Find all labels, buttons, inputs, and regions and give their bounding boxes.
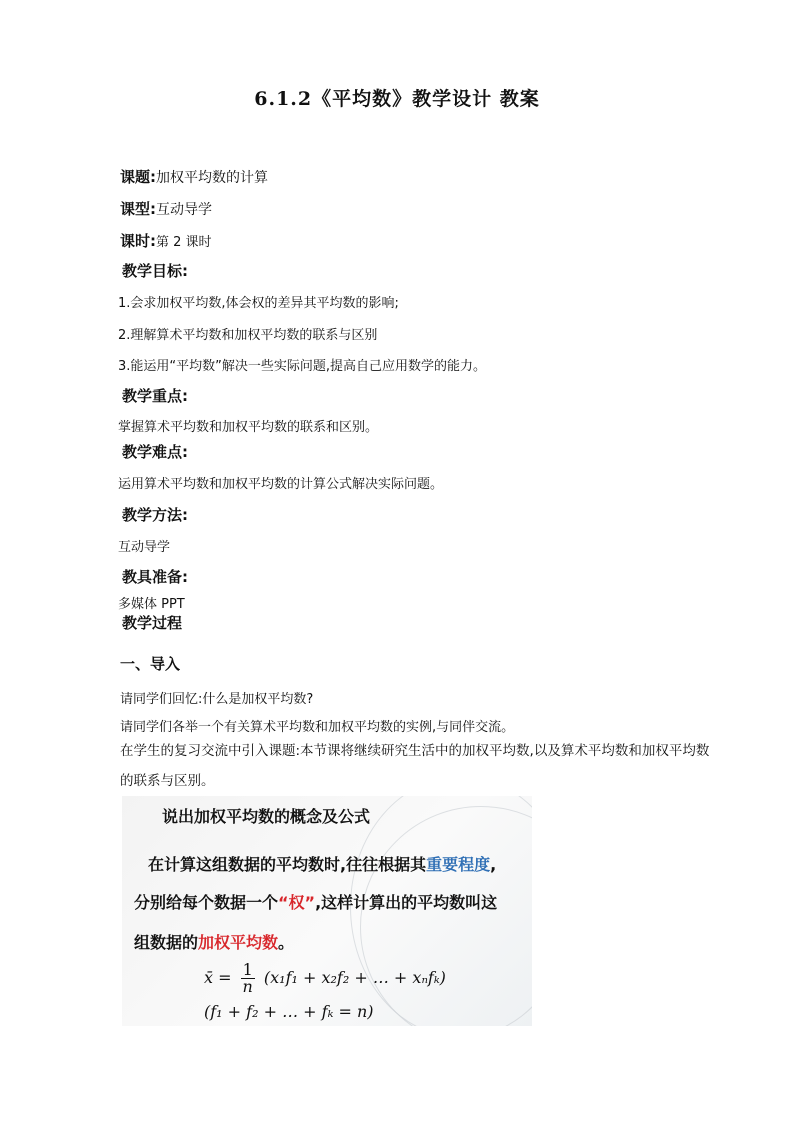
key-points-text: 掌握算术平均数和加权平均数的联系和区别。	[118, 420, 379, 435]
slide-text: 分别给每个数据一个	[134, 893, 279, 912]
period-row	[120, 230, 212, 251]
type-row	[120, 198, 212, 219]
slide-text: ,这样计算出的平均数叫这	[315, 893, 498, 912]
type-label: 课型:	[120, 200, 156, 218]
formula-numerator: 1	[242, 960, 253, 979]
slide-highlight-red: 加权平均数	[198, 933, 279, 952]
type-value: 互动导学	[156, 202, 212, 218]
slide-definition-line	[134, 930, 294, 953]
goal-item: 2.理解算术平均数和加权平均数的联系与区别	[118, 328, 378, 343]
period-value: 第 2 课时	[156, 235, 212, 250]
goal-item: 3.能运用“平均数”解决一些实际问题,提高自己应用数学的能力。	[118, 359, 487, 374]
period-label: 课时:	[120, 232, 156, 250]
key-points-heading: 教学重点:	[122, 387, 188, 405]
slide-text: 在计算这组数据的平均数时,往往根据其	[148, 855, 427, 874]
slide-definition-line	[134, 890, 497, 913]
goal-item: 1.会求加权平均数,体会权的差异其平均数的影响;	[118, 296, 399, 311]
slide-highlight-blue: 重要程度	[426, 855, 491, 874]
formula-fraction	[241, 962, 255, 995]
slide-text: 组数据的	[134, 933, 199, 952]
slide-title: 说出加权平均数的概念及公式	[162, 807, 371, 826]
slide-text: 。	[278, 933, 295, 952]
method-heading: 教学方法:	[122, 506, 188, 524]
topic-label: 课题:	[120, 168, 156, 186]
formula-lhs: x̄ =	[204, 968, 232, 987]
topic-value: 加权平均数的计算	[156, 170, 268, 186]
difficulties-text: 运用算术平均数和加权平均数的计算公式解决实际问题。	[118, 477, 444, 492]
slide-definition-line	[148, 852, 496, 875]
process-heading: 教学过程	[122, 614, 183, 632]
tools-heading: 教具准备:	[122, 568, 188, 586]
intro-paragraph: 请同学们回忆:什么是加权平均数?	[120, 692, 314, 707]
document-title: 6.1.2《平均数》教学设计 教案	[254, 88, 540, 110]
topic-row	[120, 166, 268, 187]
formula-denominator: n	[242, 977, 253, 996]
formula-rhs: (x₁f₁ + x₂f₂ + … + xₙfₖ)	[263, 968, 446, 987]
intro-paragraph: 请同学们各举一个有关算术平均数和加权平均数的实例,与同伴交流。	[120, 720, 515, 735]
method-text: 互动导学	[118, 540, 171, 555]
goals-heading: 教学目标:	[122, 262, 188, 280]
intro-paragraph: 在学生的复习交流中引入课题:本节课将继续研究生活中的加权平均数,以及算术平均数和加权平均数的联系与区别。	[120, 743, 710, 789]
slide-text: ,	[490, 855, 497, 874]
weighted-mean-formula	[204, 962, 446, 995]
ppt-slide-image	[122, 796, 532, 1026]
slide-highlight-red: “权”	[278, 893, 316, 912]
difficulties-heading: 教学难点:	[122, 443, 188, 461]
section-intro-heading: 一、导入	[120, 655, 181, 673]
tools-text: 多媒体 PPT	[118, 597, 185, 612]
formula-condition: (f₁ + f₂ + … + fₖ = n)	[204, 1002, 374, 1021]
